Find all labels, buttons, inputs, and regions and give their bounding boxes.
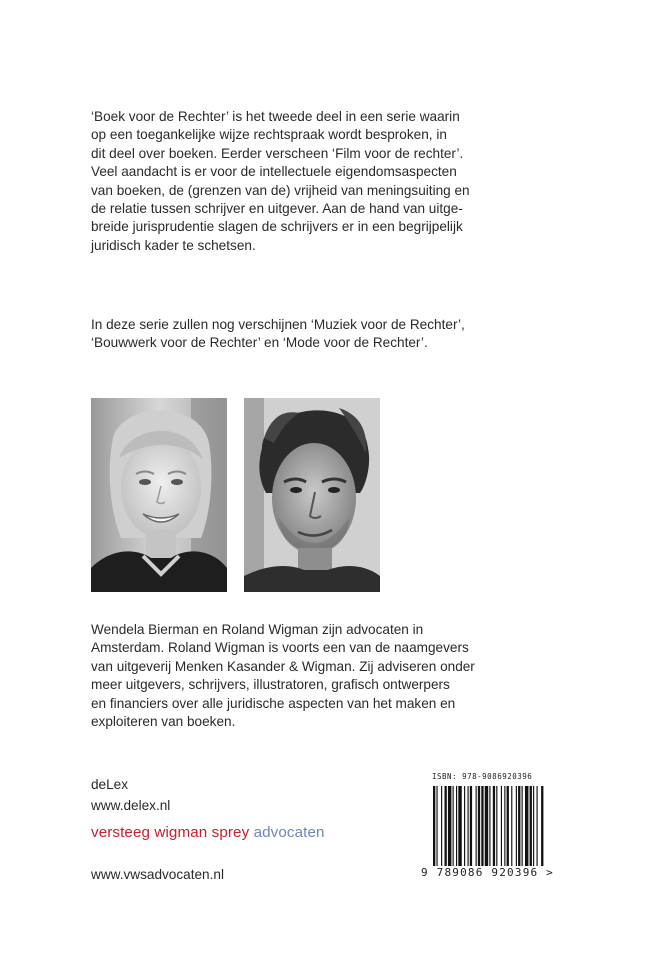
text-line: dit deel over boeken. Eerder verscheen ‘Film voor de rechter’. xyxy=(91,145,464,161)
author-photo-wendela xyxy=(91,398,227,592)
barcode-icon xyxy=(421,772,576,880)
publisher-name: deLex xyxy=(91,777,129,792)
text-line: de relatie tussen schrijver en uitgever. Aan de hand van uitge- xyxy=(91,201,463,217)
text-line: In deze serie zullen nog verschijnen ‘Muziek voor de Rechter’, xyxy=(91,317,465,332)
text-line: meer uitgevers, schrijvers, illustratoren, grafisch ontwerpers xyxy=(91,677,450,693)
text-line: Amsterdam. Roland Wigman is voorts een van de naamgevers xyxy=(91,640,469,656)
law-firm-logo xyxy=(91,824,325,841)
text-line: exploiteren van boeken. xyxy=(91,714,236,730)
text-line: juridisch kader te schetsen. xyxy=(91,237,256,253)
text-line: breide jurisprudentie slagen de schrijvers er in een begrijpelijk xyxy=(91,219,463,235)
law-firm-url[interactable]: www.vwsadvocaten.nl xyxy=(91,867,224,882)
text-line: ‘Boek voor de Rechter’ is het tweede deel in een serie waarin xyxy=(91,109,460,124)
barcode-digits: 9 789086 920396 > xyxy=(421,866,554,879)
isbn-label: ISBN: 978-9086920396 xyxy=(432,772,533,781)
text-line: ‘Bouwwerk voor de Rechter’ en ‘Mode voor de Rechter’. xyxy=(91,335,428,351)
publisher-url[interactable]: www.delex.nl xyxy=(91,798,171,813)
text-line: Wendela Bierman en Roland Wigman zijn advocaten in xyxy=(91,622,424,637)
text-line: en financiers over alle juridische aspecten van het maken en xyxy=(91,695,456,711)
text-line: Veel aandacht is er voor de intellectuele eigendomsaspecten xyxy=(91,164,457,180)
authors-paragraph xyxy=(91,621,591,731)
text-line: van uitgeverij Menken Kasander & Wigman. Zij adviseren onder xyxy=(91,658,475,674)
author-photo-roland xyxy=(244,398,380,592)
logo-text-red: versteeg wigman sprey xyxy=(91,824,254,841)
intro-paragraph xyxy=(91,108,591,255)
logo-text-blue: advocaten xyxy=(253,824,325,841)
text-line: op een toegankelijke wijze rechtspraak wordt besproken, in xyxy=(91,127,447,143)
series-paragraph xyxy=(91,316,591,353)
text-line: van boeken, de (grenzen van de) vrijheid van meningsuiting en xyxy=(91,182,470,198)
